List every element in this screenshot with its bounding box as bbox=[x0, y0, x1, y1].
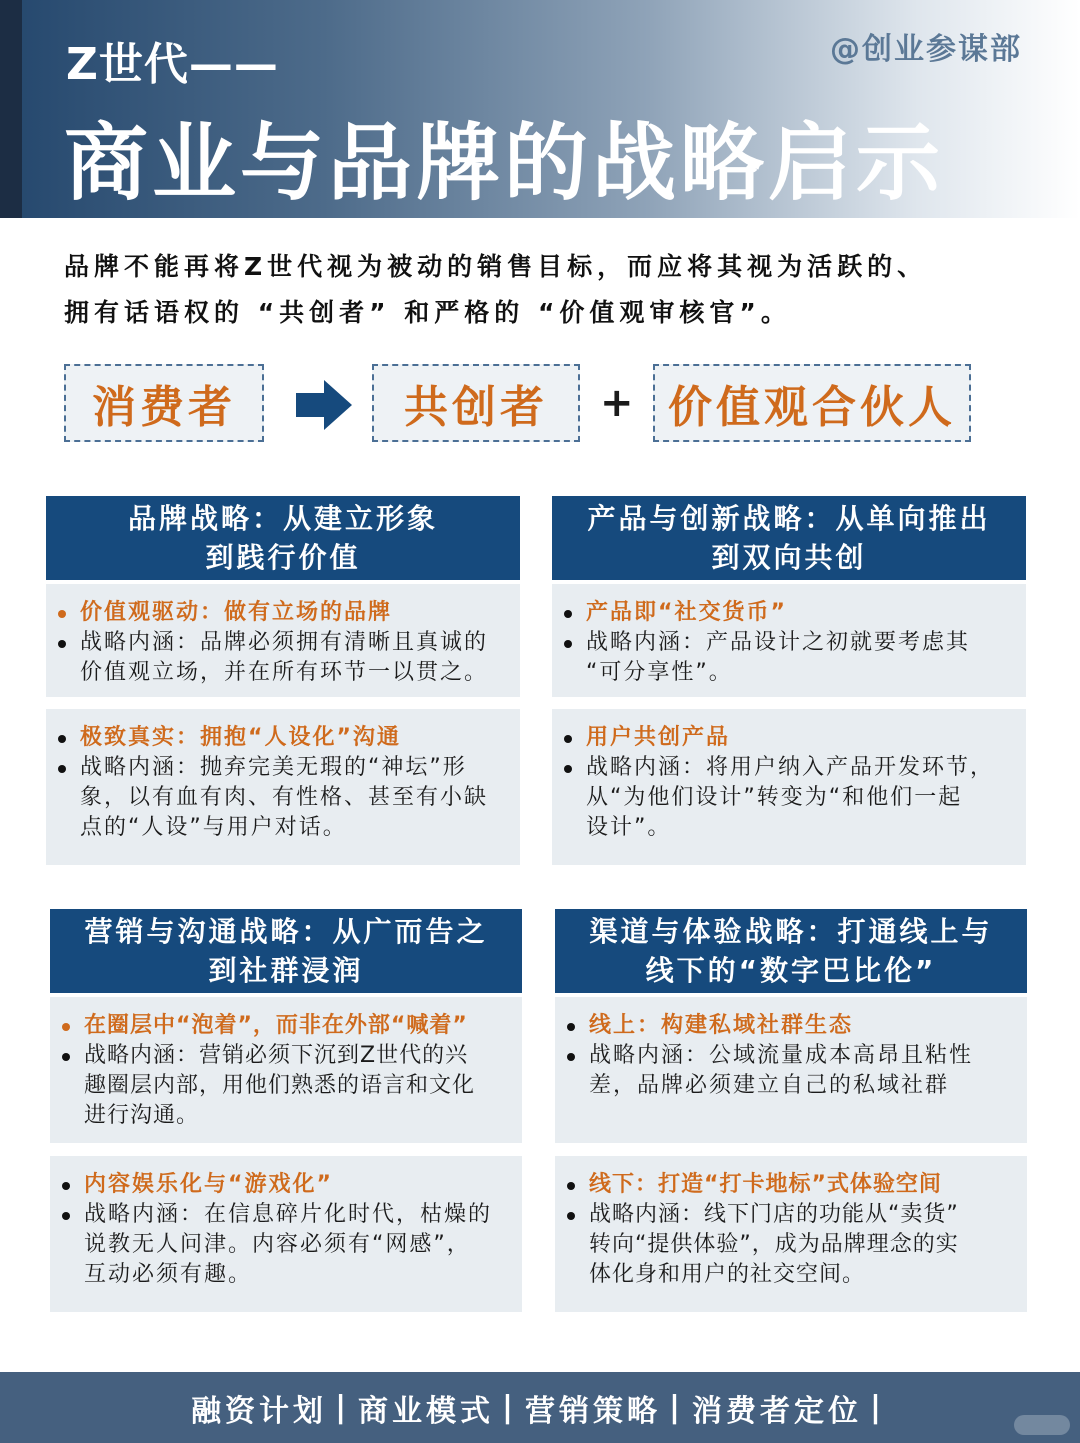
panel-title-line: 渠道与体验战略：打通线上与 bbox=[589, 915, 993, 948]
strategy-card bbox=[552, 584, 1026, 697]
card-body-line: 价值观立场，并在所有环节一以贯之。 bbox=[80, 660, 489, 685]
card-body-line: 战略内涵：在信息碎片化时代，枯燥的 bbox=[84, 1202, 493, 1227]
card-heading: 线下：打造“打卡地标”式体验空间 bbox=[565, 1170, 1017, 1200]
card-body-line: 趣圈层内部，用他们熟悉的语言和文化 bbox=[84, 1073, 476, 1098]
panel-title-line: 到践行价值 bbox=[205, 541, 361, 574]
card-body bbox=[56, 628, 510, 688]
card-heading: 内容娱乐化与“游戏化” bbox=[60, 1170, 512, 1200]
card-body-line: 战略内涵：抛弃完美无瑕的“神坛”形 bbox=[80, 755, 467, 780]
strategy-card bbox=[50, 1156, 522, 1312]
footer-separator: | bbox=[502, 1390, 517, 1425]
card-body bbox=[60, 1200, 512, 1290]
footer-item: 融资计划 bbox=[191, 1393, 328, 1429]
panel-title-line: 产品与创新战略：从单向推出 bbox=[587, 502, 991, 535]
footer-separator: | bbox=[335, 1390, 351, 1425]
card-heading: 产品即“社交货币” bbox=[562, 598, 1016, 628]
panel-title-line: 线下的“数字巴比伦” bbox=[645, 954, 937, 987]
strategy-card bbox=[552, 709, 1026, 865]
card-body-line: “可分享性”。 bbox=[586, 660, 733, 685]
card-body-line: 体化身和用户的社交空间。 bbox=[589, 1262, 866, 1287]
card-heading: 用户共创产品 bbox=[562, 723, 1016, 753]
strategy-card bbox=[46, 709, 520, 865]
card-body-line: 进行沟通。 bbox=[84, 1103, 200, 1128]
card-body-line: 战略内涵：品牌必须拥有清晰且真诚的 bbox=[80, 630, 489, 655]
card-body-line: 从“为他们设计”转变为“和他们一起 bbox=[586, 785, 963, 810]
header-edge-bar bbox=[0, 0, 22, 218]
card-body-line: 说教无人问津。内容必须有“网感”， bbox=[84, 1232, 471, 1257]
card-body-line: 设计”。 bbox=[586, 815, 672, 840]
card-body-line: 互动必须有趣。 bbox=[84, 1262, 253, 1287]
right-arrow-icon bbox=[296, 380, 352, 430]
card-heading: 极致真实：拥抱“人设化”沟通 bbox=[56, 723, 510, 753]
author-handle: @创业参谋部 bbox=[830, 32, 1022, 67]
card-body-line: 差，品牌必须建立自己的私域社群 bbox=[589, 1073, 950, 1098]
plus-sign: + bbox=[600, 380, 634, 426]
card-body bbox=[562, 753, 1016, 843]
flow-box-value-partner: 价值观合伙人 bbox=[653, 364, 971, 442]
flow-box-cocreator: 共创者 bbox=[372, 364, 580, 442]
footer-item: 商业模式 bbox=[358, 1393, 495, 1429]
strategy-card bbox=[50, 997, 522, 1143]
card-heading: 在圈层中“泡着”，而非在外部“喊着” bbox=[60, 1011, 512, 1041]
footer-separator: | bbox=[669, 1390, 684, 1425]
header-banner bbox=[0, 0, 1080, 218]
footer-separator: | bbox=[869, 1390, 885, 1425]
intro-line-1: 品牌不能再将Z世代视为被动的销售目标，而应将其视为活跃的、 bbox=[64, 252, 928, 281]
card-body-line: 战略内涵：线下门店的功能从“卖货” bbox=[589, 1202, 959, 1227]
card-body bbox=[56, 753, 510, 843]
panel-header-marketing-strategy bbox=[50, 909, 522, 993]
panel-header-product-strategy bbox=[552, 496, 1026, 580]
strategy-card bbox=[46, 584, 520, 697]
panel-title-line: 品牌战略：从建立形象 bbox=[127, 502, 438, 535]
card-body-line: 战略内涵：将用户纳入产品开发环节， bbox=[586, 755, 995, 780]
strategy-card bbox=[555, 997, 1027, 1143]
card-body bbox=[562, 628, 1016, 688]
strategy-card bbox=[555, 1156, 1027, 1312]
footer-bar bbox=[0, 1372, 1080, 1443]
card-body-line: 战略内涵：产品设计之初就要考虑其 bbox=[586, 630, 971, 655]
card-body-line: 转向“提供体验”，成为品牌理念的实 bbox=[589, 1232, 959, 1257]
intro-text bbox=[64, 244, 1024, 336]
header-kicker: Z世代—— bbox=[66, 39, 279, 90]
card-body bbox=[565, 1041, 1017, 1101]
footer-item: 营销策略 bbox=[525, 1393, 661, 1429]
footer-item: 消费者定位 bbox=[691, 1393, 862, 1429]
card-heading: 价值观驱动：做有立场的品牌 bbox=[56, 598, 510, 628]
card-body bbox=[565, 1200, 1017, 1290]
card-heading: 线上：构建私域社群生态 bbox=[565, 1011, 1017, 1041]
card-body bbox=[60, 1041, 512, 1131]
card-body-line: 战略内涵：营销必须下沉到Z世代的兴 bbox=[84, 1043, 469, 1068]
panel-header-channel-strategy bbox=[555, 909, 1027, 993]
card-body-line: 战略内涵：公域流量成本高昂且粘性 bbox=[589, 1043, 974, 1068]
card-body-line: 象，以有血有肉、有性格、甚至有小缺 bbox=[80, 785, 489, 810]
panel-header-brand-strategy bbox=[46, 496, 520, 580]
card-body-line: 点的“人设”与用户对话。 bbox=[80, 815, 347, 840]
intro-line-2: 拥有话语权的 “共创者” 和严格的 “价值观审核官”。 bbox=[64, 298, 791, 327]
flow-box-consumer: 消费者 bbox=[64, 364, 264, 442]
panel-title-line: 到双向共创 bbox=[711, 541, 867, 574]
watermark-badge bbox=[1014, 1415, 1070, 1435]
panel-title-line: 到社群浸润 bbox=[208, 954, 364, 987]
panel-title-line: 营销与沟通战略：从广而告之 bbox=[84, 915, 488, 948]
page-title: 商业与品牌的战略启示 bbox=[64, 114, 945, 212]
